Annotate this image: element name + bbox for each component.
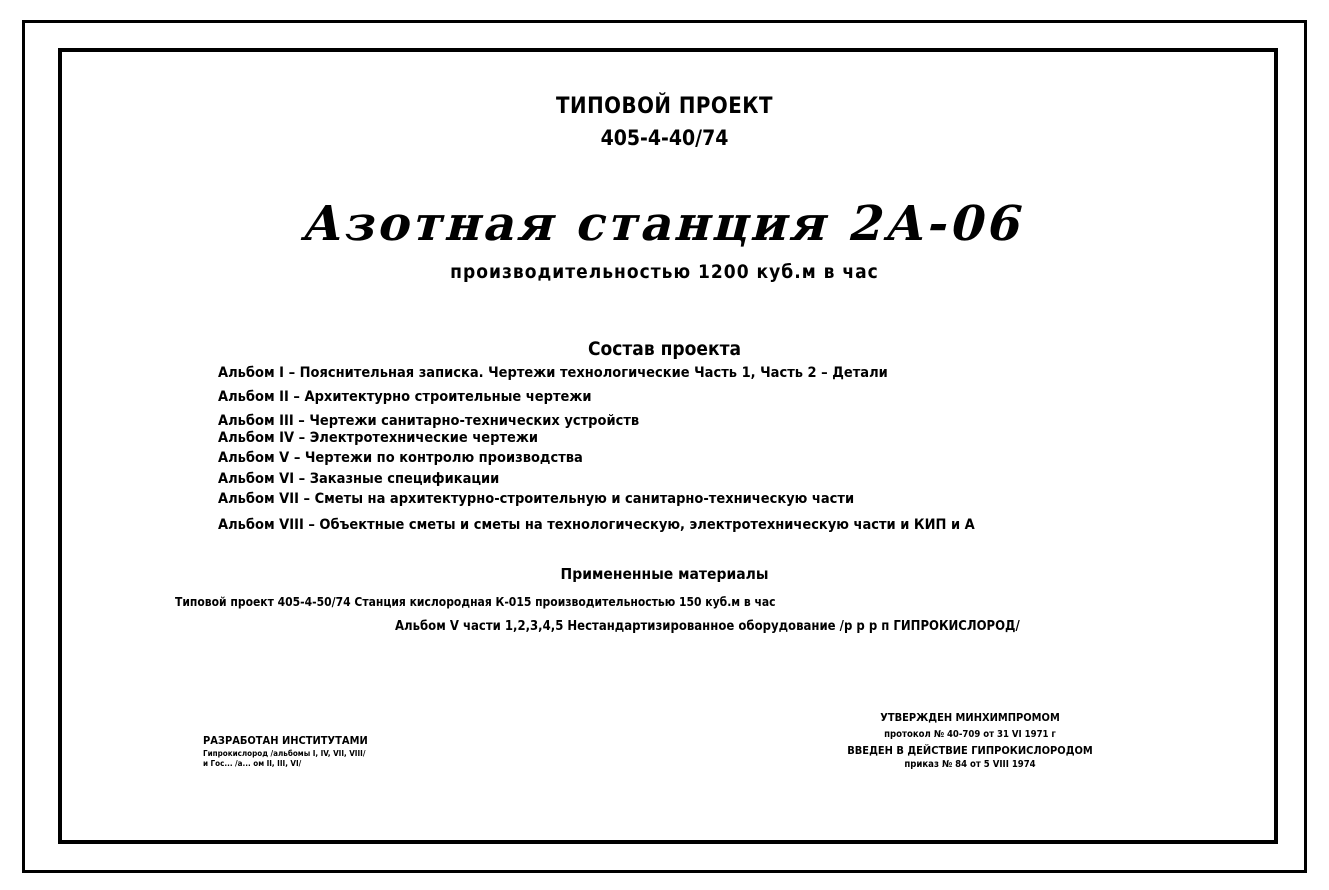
materials-line: Альбом V части 1,2,3,4,5 Нестандартизированное оборудование /р р р п ГИПРОКИСЛОРОД/ bbox=[395, 619, 1020, 634]
project-code: 405-4-40/74 bbox=[600, 126, 729, 150]
album-item: Альбом II – Архитектурно строительные чертежи bbox=[218, 389, 592, 405]
materials-line: Типовой проект 405-4-50/74 Станция кислородная К-015 производительностью 150 куб.м в час bbox=[175, 595, 776, 609]
approval-line: УТВЕРЖДЕН МИНХИМПРОМОМ bbox=[880, 711, 1060, 724]
album-item: Альбом VIII – Объектные сметы и сметы на технологическую, электротехническую части и КИП и А bbox=[218, 517, 975, 533]
approval-line: приказ № 84 от 5 VIII 1974 bbox=[904, 759, 1036, 770]
album-item: Альбом III – Чертежи санитарно-технических устройств bbox=[218, 413, 640, 429]
composition-heading: Состав проекта bbox=[587, 338, 742, 360]
materials-heading: Примененные материалы bbox=[560, 565, 769, 583]
approval-line: ВВЕДЕН В ДЕЙСТВИЕ ГИПРОКИСЛОРОДОМ bbox=[847, 744, 1093, 757]
approval-line: протокол № 40-709 от 31 VI 1971 г bbox=[884, 729, 1056, 740]
developer-line: РАЗРАБОТАН ИНСТИТУТАМИ bbox=[203, 734, 368, 747]
developer-line: и Гос... /а... ом II, III, VI/ bbox=[203, 759, 302, 768]
album-item: Альбом IV – Электротехнические чертежи bbox=[218, 430, 539, 446]
capacity-subtitle: производительностью 1200 куб.м в час bbox=[450, 261, 879, 283]
album-item: Альбом VII – Сметы на архитектурно-строительную и санитарно-техническую части bbox=[218, 491, 855, 507]
album-item: Альбом I – Пояснительная записка. Чертежи технологические Часть 1, Часть 2 – Детали bbox=[218, 365, 888, 381]
drawing-inner-frame bbox=[58, 48, 1278, 844]
developer-line: Гипрокислород /альбомы I, IV, VII, VIII/ bbox=[203, 749, 366, 758]
project-series: ТИПОВОЙ ПРОЕКТ bbox=[556, 94, 773, 119]
main-title: Азотная станция 2А-06 bbox=[297, 196, 1032, 252]
album-item: Альбом VI – Заказные спецификации bbox=[218, 471, 500, 487]
album-item: Альбом V – Чертежи по контролю производства bbox=[218, 450, 583, 466]
